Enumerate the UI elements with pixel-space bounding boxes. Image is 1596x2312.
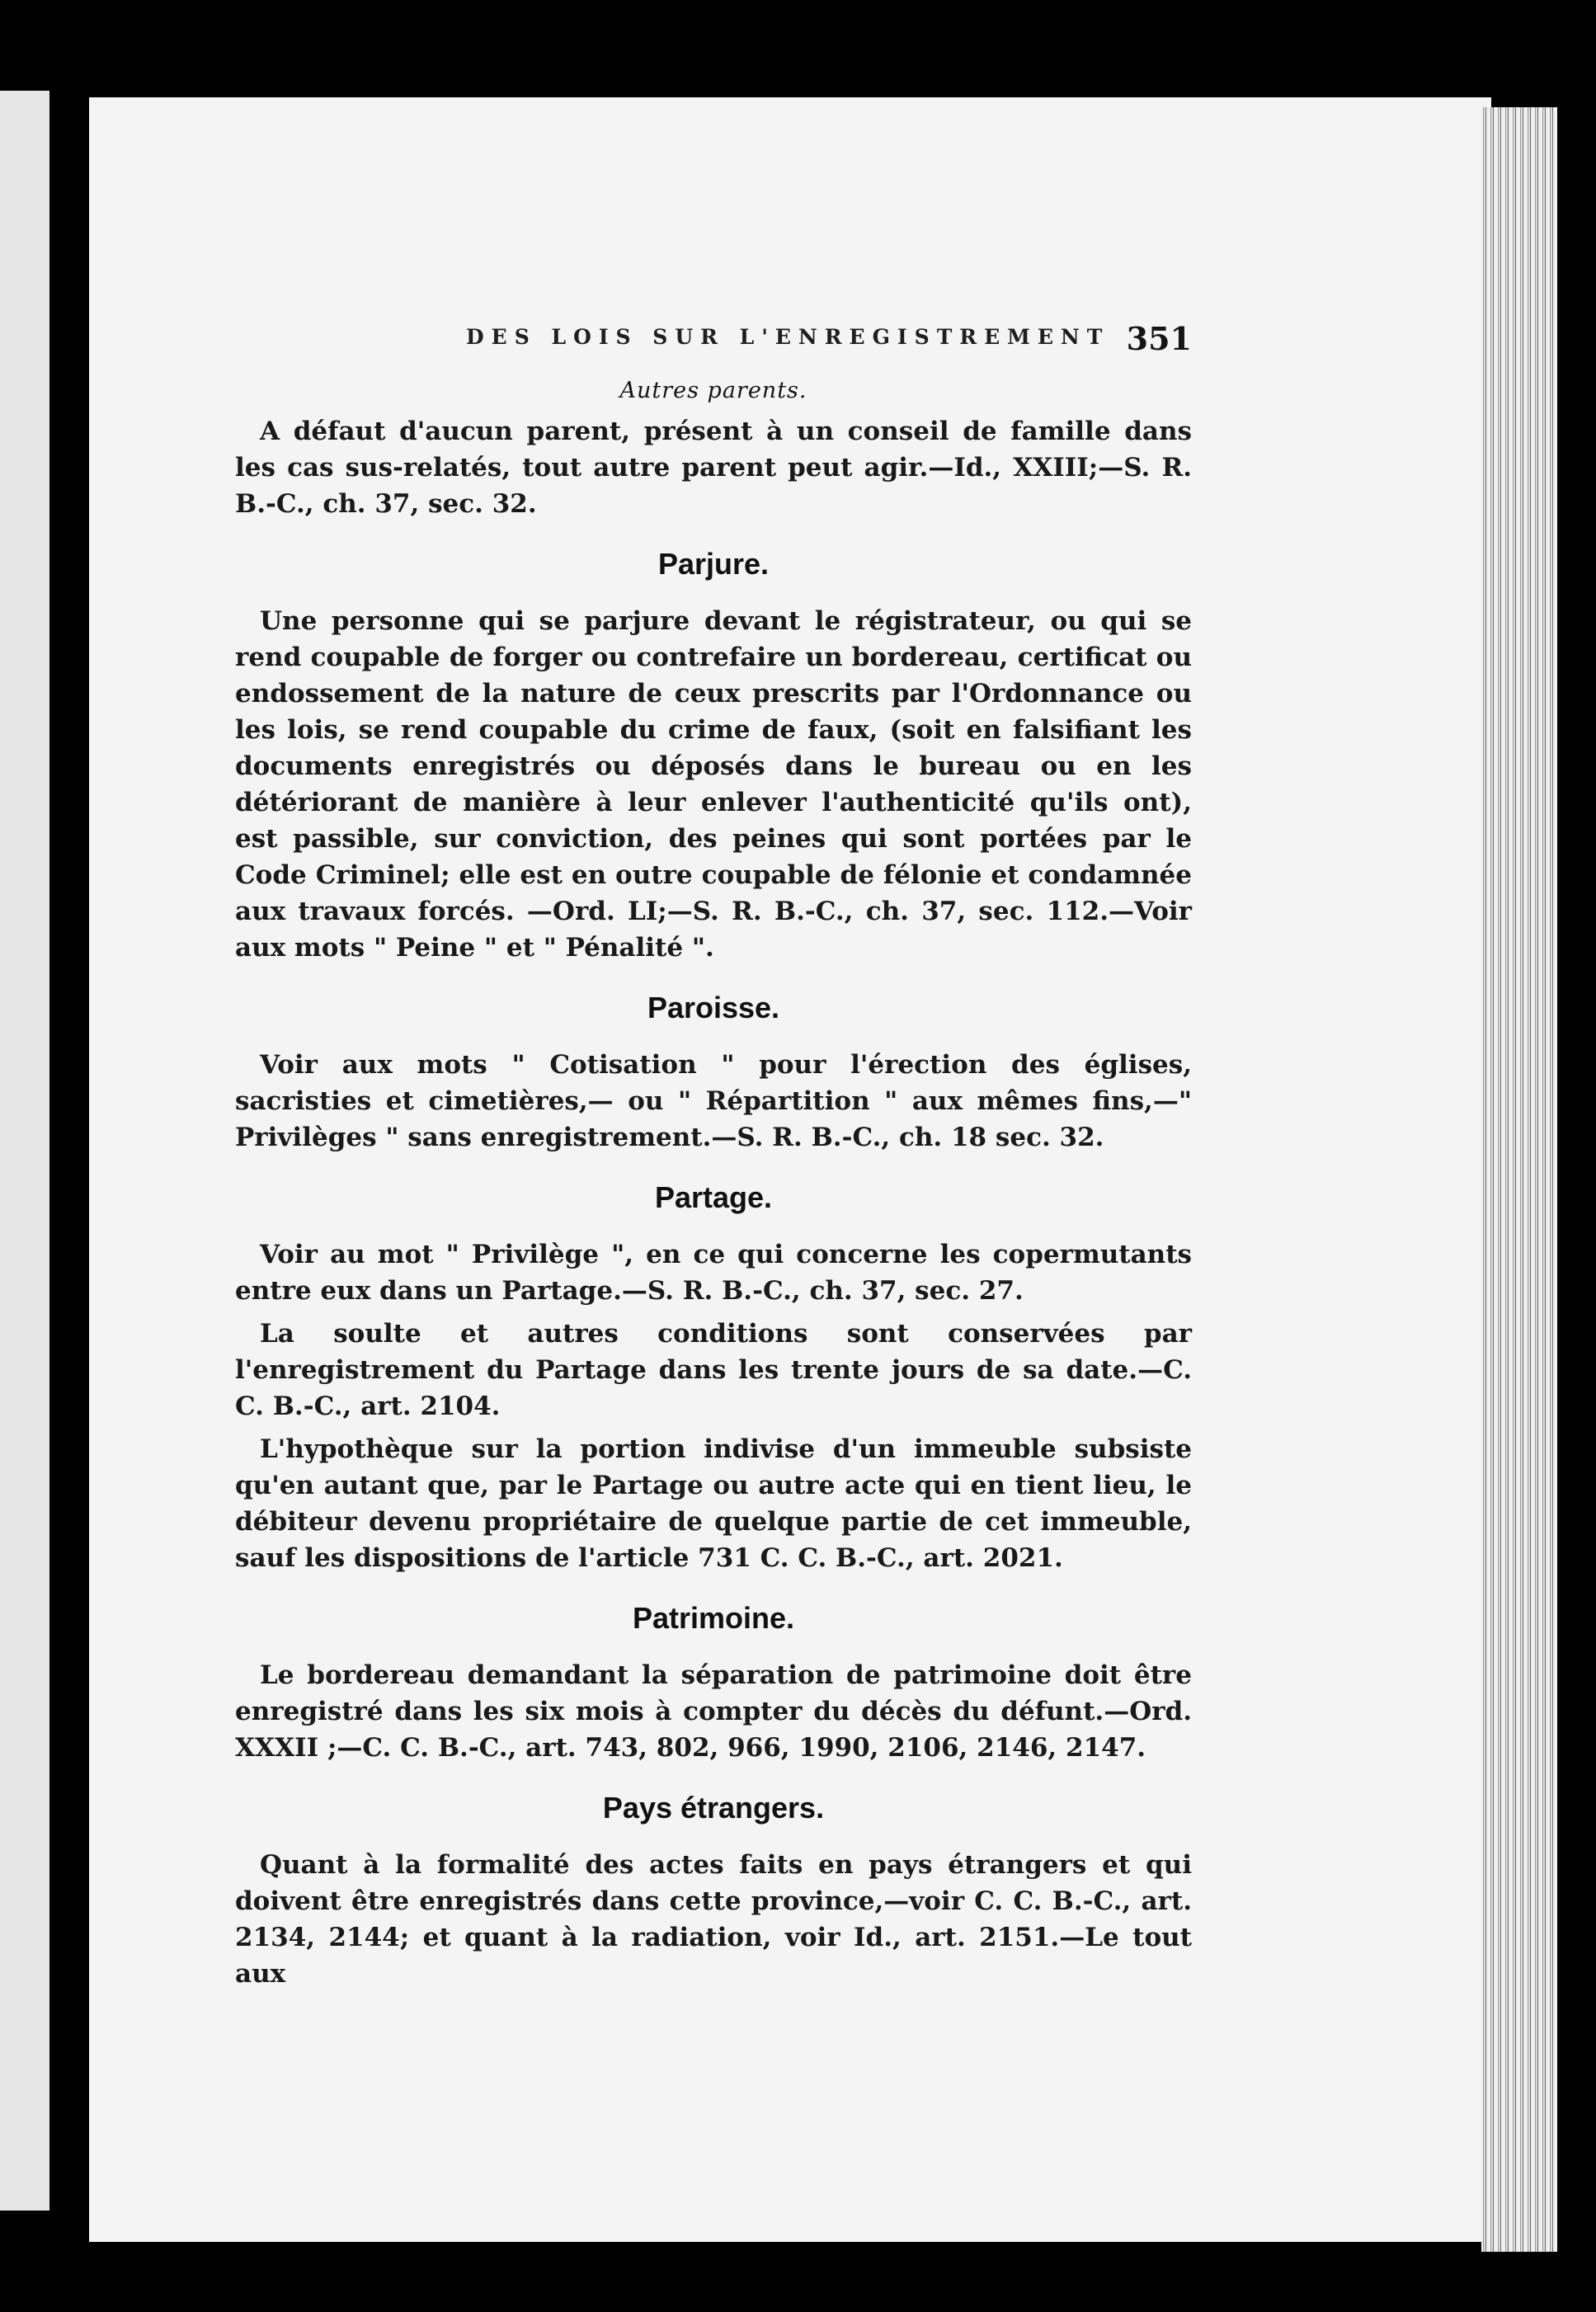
paragraph: Quant à la formalité des actes faits en pays étrangers et qui doivent être enregistrés dans cette province,—voir C. C. B.-C., art. 2134, 2144; et quant à la radiation, voir Id., art. 2151.—Le tout aux	[235, 1850, 1192, 1989]
section-heading-autres-parents: Autres parents.	[619, 378, 807, 403]
section-heading-paroisse: Paroisse.	[647, 991, 780, 1024]
section-heading-parjure: Parjure.	[657, 547, 770, 581]
page-stack-edge	[1481, 107, 1557, 2252]
paragraph: Voir au mot " Privilège ", en ce qui concerne les copermutants entre eux dans un Partage.—S. R. B.-C., ch. 37, sec. 27.	[235, 1240, 1192, 1306]
paragraph: Une personne qui se parjure devant le régistrateur, ou qui se rend coupable de forger ou contrefaire un bordereau, certificat ou endossement de la nature de ceux prescrits par l'Ordonnance ou les lois, se rend coupable du crime de faux, (soit en falsifiant les documents enregistrés ou déposés dans le bureau ou en les détériorant de manière à leur enlever l'authenticité qu'ils ont), est passible, sur conviction, des peines qui sont portées par le Code Criminel; elle est en outre coupable de félonie et condamnée aux travaux forcés. —Ord. LI;—S. R. B.-C., ch. 37, sec. 112.—Voir aux mots " Peine " et " Pénalité ".	[235, 606, 1192, 963]
section-heading-patrimoine: Patrimoine.	[632, 1601, 795, 1635]
running-head	[235, 320, 1192, 370]
paragraph: Le bordereau demandant la séparation de patrimoine doit être enregistré dans les six mois à compter du décès du défunt.—Ord. XXXII ;—C. C. B.-C., art. 743, 802, 966, 1990, 2106, 2146, 2147.	[235, 1660, 1192, 1763]
page-content	[235, 320, 1192, 1999]
running-title: DES LOIS SUR L'ENREGISTREMENT	[466, 325, 1110, 349]
paragraph: Voir aux mots " Cotisation " pour l'érection des églises, sacristies et cimetières,— ou " Répartition " aux mêmes fins,—" Privilèges " sans enregistrement.—S. R. B.-C., ch. 18 sec. 32.	[235, 1050, 1192, 1152]
paragraph: L'hypothèque sur la portion indivise d'un immeuble subsiste qu'en autant que, par le Partage ou autre acte qui en tient lieu, le débiteur devenu propriétaire de quelque partie de cet immeuble, sauf les dispositions de l'article 731 C. C. B.-C., art. 2021.	[235, 1434, 1192, 1573]
paragraph: La soulte et autres conditions sont conservées par l'enregistrement du Partage dans les trente jours de sa date.—C. C. B.-C., art. 2104.	[235, 1319, 1192, 1421]
section-heading-partage: Partage.	[654, 1180, 773, 1214]
page-number: 351	[1126, 320, 1192, 357]
adjacent-page-edge	[0, 91, 49, 2211]
paragraph: A défaut d'aucun parent, présent à un conseil de famille dans les cas sus-relatés, tout autre parent peut agir.—Id., XXIII;—S. R. B.-C., ch. 37, sec. 32.	[235, 417, 1192, 519]
section-heading-pays-etrangers: Pays étrangers.	[602, 1791, 825, 1825]
